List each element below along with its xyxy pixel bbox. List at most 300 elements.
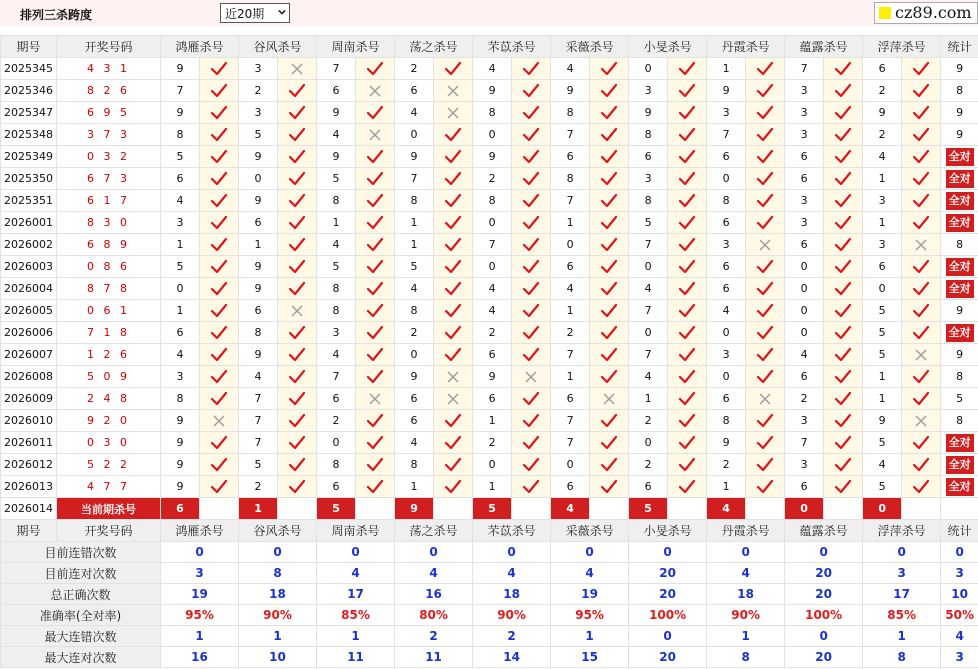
stats-cell: [941, 190, 978, 212]
kill-number-cell: 7: [395, 168, 434, 190]
result-correct-cell: [824, 476, 863, 498]
col-expert-header: 小旻杀号: [629, 36, 707, 58]
kill-number-cell: 3: [863, 234, 902, 256]
kill-number-cell: 7: [239, 432, 278, 454]
check-icon: [834, 325, 852, 341]
result-correct-cell: [434, 212, 473, 234]
check-icon: [366, 457, 384, 473]
kill-number-cell: 6: [473, 344, 512, 366]
kill-number-cell: 0: [161, 278, 200, 300]
result-correct-cell: [902, 190, 941, 212]
kill-number-cell: 0: [785, 278, 824, 300]
check-icon: [288, 369, 306, 385]
result-correct-cell: [200, 168, 239, 190]
col-draw-header: 开奖号码: [57, 36, 161, 58]
check-icon: [522, 127, 540, 143]
summary-value: 0: [941, 542, 978, 563]
cross-icon: [914, 238, 928, 252]
kill-number-cell: 7: [551, 190, 590, 212]
result-correct-cell: [590, 190, 629, 212]
cross-icon: [446, 370, 460, 384]
check-icon: [444, 325, 462, 341]
check-icon: [288, 325, 306, 341]
result-correct-cell: [434, 410, 473, 432]
check-icon: [444, 259, 462, 275]
kill-number-cell: 8: [473, 102, 512, 124]
check-icon: [288, 435, 306, 451]
kill-number-cell: 0: [395, 124, 434, 146]
summary-value: 0: [785, 626, 863, 647]
check-icon: [834, 413, 852, 429]
issue-cell: 2025351: [1, 190, 57, 212]
result-correct-cell: [200, 366, 239, 388]
check-icon: [522, 413, 540, 429]
result-correct-cell: [434, 322, 473, 344]
kill-number-cell: 1: [863, 168, 902, 190]
col-expert-header: 采薇杀号: [551, 36, 629, 58]
result-correct-cell: [590, 344, 629, 366]
summary-header: [1, 520, 978, 542]
col-expert-header: 荡之杀号: [395, 36, 473, 58]
stats-cell: 9: [941, 124, 978, 146]
check-icon: [912, 369, 930, 385]
kill-number-cell: 4: [395, 278, 434, 300]
result-correct-cell: [902, 388, 941, 410]
kill-number-cell: 7: [629, 344, 668, 366]
result-correct-cell: [746, 432, 785, 454]
result-correct-cell: [356, 432, 395, 454]
summary-value: 19: [551, 584, 629, 605]
check-icon: [912, 259, 930, 275]
kill-number-cell: 2: [629, 454, 668, 476]
summary-value: 8: [239, 563, 317, 584]
check-icon: [366, 435, 384, 451]
cross-icon: [368, 128, 382, 142]
check-icon: [288, 347, 306, 363]
check-icon: [756, 413, 774, 429]
col-expert-header: 芣苡杀号: [473, 36, 551, 58]
cross-icon: [290, 304, 304, 318]
result-correct-cell: [668, 410, 707, 432]
check-icon: [600, 83, 618, 99]
kill-number-cell: 2: [317, 410, 356, 432]
result-correct-cell: [434, 256, 473, 278]
issue-cell: 2026013: [1, 476, 57, 498]
check-icon: [834, 61, 852, 77]
result-correct-cell: [668, 190, 707, 212]
check-icon: [444, 303, 462, 319]
issue-cell: 2026006: [1, 322, 57, 344]
all-correct-badge: 全对: [946, 456, 974, 474]
result-correct-cell: [278, 366, 317, 388]
result-correct-cell: [200, 256, 239, 278]
kill-number-cell: 9: [161, 58, 200, 80]
summary-value: 1: [551, 626, 629, 647]
result-correct-cell: [356, 102, 395, 124]
check-icon: [912, 215, 930, 231]
current-kill-label: 当前期杀号: [57, 498, 161, 520]
result-correct-cell: [200, 190, 239, 212]
check-icon: [678, 457, 696, 473]
result-correct-cell: [824, 300, 863, 322]
check-icon: [288, 479, 306, 495]
kill-number-cell: 1: [551, 212, 590, 234]
result-correct-cell: [278, 234, 317, 256]
check-icon: [678, 215, 696, 231]
kill-number-cell: 8: [317, 190, 356, 212]
check-icon: [210, 61, 228, 77]
summary-value: 1: [161, 626, 239, 647]
check-icon: [288, 105, 306, 121]
result-correct-cell: [590, 146, 629, 168]
summary-value: 0: [629, 542, 707, 563]
kill-number-cell: 4: [863, 146, 902, 168]
check-icon: [756, 215, 774, 231]
kill-number-cell: 0: [785, 322, 824, 344]
stats-cell: 9: [941, 300, 978, 322]
kill-number-cell: 2: [629, 410, 668, 432]
result-correct-cell: [902, 124, 941, 146]
check-icon: [834, 127, 852, 143]
result-correct-cell: [356, 278, 395, 300]
summary-value: 95%: [551, 605, 629, 626]
check-icon: [756, 127, 774, 143]
summary-value: 20: [629, 584, 707, 605]
all-correct-badge: 全对: [946, 434, 974, 452]
kill-number-cell: 6: [707, 146, 746, 168]
chevron-down-icon: [278, 8, 286, 16]
kill-number-cell: 2: [863, 80, 902, 102]
check-icon: [600, 171, 618, 187]
kill-number-cell: 3: [785, 80, 824, 102]
col-expert-header: 蕴露杀号: [785, 520, 863, 542]
issue-cell: 2026007: [1, 344, 57, 366]
kill-number-cell: 4: [317, 344, 356, 366]
period-select[interactable]: [220, 3, 290, 23]
col-expert-header: 鸿雁杀号: [161, 36, 239, 58]
draw-number-cell: 4 7 7: [57, 476, 161, 498]
check-icon: [522, 281, 540, 297]
result-correct-cell: [200, 58, 239, 80]
summary-value: 1: [863, 626, 941, 647]
summary-value: 2: [395, 626, 473, 647]
kill-number-cell: 8: [551, 102, 590, 124]
kill-number-cell: 6: [551, 146, 590, 168]
kill-number-cell: 1: [161, 300, 200, 322]
check-icon: [600, 347, 618, 363]
check-icon: [600, 479, 618, 495]
stats-cell: 5: [941, 388, 978, 410]
kill-number-cell: 6: [239, 300, 278, 322]
cross-icon: [758, 238, 772, 252]
check-icon: [834, 171, 852, 187]
summary-value: 19: [161, 584, 239, 605]
current-blank-cell: [356, 498, 395, 520]
result-correct-cell: [824, 278, 863, 300]
stats-cell: 9: [941, 102, 978, 124]
check-icon: [834, 457, 852, 473]
result-correct-cell: [512, 432, 551, 454]
result-correct-cell: [746, 80, 785, 102]
stats-cell: [941, 256, 978, 278]
current-blank-cell: [746, 498, 785, 520]
summary-label: 最大连对次数: [1, 647, 161, 668]
table-row: [1, 300, 978, 322]
result-correct-cell: [356, 410, 395, 432]
all-correct-badge: 全对: [946, 192, 974, 210]
check-icon: [366, 193, 384, 209]
cross-icon: [602, 392, 616, 406]
summary-value: 17: [317, 584, 395, 605]
check-icon: [678, 347, 696, 363]
result-correct-cell: [200, 300, 239, 322]
result-correct-cell: [200, 212, 239, 234]
check-icon: [210, 259, 228, 275]
stats-cell: [941, 146, 978, 168]
result-correct-cell: [590, 300, 629, 322]
check-icon: [366, 347, 384, 363]
kill-number-cell: 9: [551, 80, 590, 102]
result-correct-cell: [278, 410, 317, 432]
check-icon: [912, 457, 930, 473]
kill-number-cell: 8: [551, 168, 590, 190]
check-icon: [444, 435, 462, 451]
result-correct-cell: [200, 344, 239, 366]
check-icon: [522, 259, 540, 275]
issue-cell: 2026012: [1, 454, 57, 476]
issue-cell: 2026010: [1, 410, 57, 432]
result-correct-cell: [512, 234, 551, 256]
kill-number-cell: 6: [629, 476, 668, 498]
kill-number-cell: 3: [161, 366, 200, 388]
result-correct-cell: [434, 300, 473, 322]
result-correct-cell: [902, 454, 941, 476]
kill-number-cell: 0: [473, 212, 512, 234]
summary-row: [1, 626, 978, 647]
result-correct-cell: [902, 168, 941, 190]
table-row: [1, 212, 978, 234]
check-icon: [444, 171, 462, 187]
summary-value: 18: [707, 584, 785, 605]
check-icon: [600, 193, 618, 209]
result-correct-cell: [746, 410, 785, 432]
draw-number-cell: 7 1 8: [57, 322, 161, 344]
kill-number-cell: 1: [395, 234, 434, 256]
check-icon: [288, 127, 306, 143]
kill-number-cell: 2: [551, 322, 590, 344]
result-correct-cell: [668, 58, 707, 80]
check-icon: [834, 215, 852, 231]
summary-value: 10: [941, 584, 978, 605]
result-correct-cell: [590, 124, 629, 146]
result-correct-cell: [200, 432, 239, 454]
current-period-row: [1, 498, 978, 520]
summary-value: 15: [551, 647, 629, 668]
summary-label: 总正确次数: [1, 584, 161, 605]
col-expert-header: 丹霞杀号: [707, 36, 785, 58]
draw-number-cell: 6 9 5: [57, 102, 161, 124]
result-correct-cell: [278, 256, 317, 278]
result-correct-cell: [668, 146, 707, 168]
current-blank-cell: [512, 498, 551, 520]
check-icon: [366, 105, 384, 121]
col-issue-header: 期号: [1, 36, 57, 58]
current-blank-cell: [590, 498, 629, 520]
col-expert-header: 谷风杀号: [239, 520, 317, 542]
result-correct-cell: [356, 256, 395, 278]
kill-number-cell: 4: [239, 366, 278, 388]
result-correct-cell: [668, 234, 707, 256]
check-icon: [522, 391, 540, 407]
check-icon: [522, 215, 540, 231]
check-icon: [678, 479, 696, 495]
kill-number-cell: 6: [239, 212, 278, 234]
check-icon: [288, 237, 306, 253]
brand-logo[interactable]: [874, 2, 978, 24]
check-icon: [678, 105, 696, 121]
kill-number-cell: 5: [239, 124, 278, 146]
result-correct-cell: [278, 168, 317, 190]
table-row: [1, 322, 978, 344]
col-stats-header: 统计: [941, 520, 978, 542]
check-icon: [210, 281, 228, 297]
draw-number-cell: 8 2 6: [57, 80, 161, 102]
check-icon: [912, 435, 930, 451]
kill-number-cell: 0: [551, 234, 590, 256]
result-correct-cell: [590, 212, 629, 234]
result-correct-cell: [356, 322, 395, 344]
summary-label: 准确率(全对率): [1, 605, 161, 626]
kill-number-cell: 0: [395, 344, 434, 366]
summary-value: 14: [473, 647, 551, 668]
kill-number-cell: 5: [863, 432, 902, 454]
result-correct-cell: [200, 124, 239, 146]
issue-cell: 2026008: [1, 366, 57, 388]
check-icon: [834, 105, 852, 121]
result-correct-cell: [668, 212, 707, 234]
check-icon: [210, 237, 228, 253]
check-icon: [600, 127, 618, 143]
kill-number-cell: 0: [473, 124, 512, 146]
draw-number-cell: 5 2 2: [57, 454, 161, 476]
col-draw-header: 开奖号码: [57, 520, 161, 542]
result-correct-cell: [902, 432, 941, 454]
result-correct-cell: [512, 102, 551, 124]
result-correct-cell: [824, 388, 863, 410]
summary-value: 4: [473, 563, 551, 584]
kill-number-cell: 9: [473, 366, 512, 388]
kill-number-cell: 3: [239, 58, 278, 80]
issue-cell: 2025349: [1, 146, 57, 168]
result-correct-cell: [512, 476, 551, 498]
table-row: [1, 366, 978, 388]
result-wrong-cell: [434, 102, 473, 124]
result-correct-cell: [746, 366, 785, 388]
kill-number-cell: 9: [473, 146, 512, 168]
check-icon: [678, 391, 696, 407]
kill-number-cell: 7: [629, 234, 668, 256]
summary-value: 0: [395, 542, 473, 563]
check-icon: [912, 391, 930, 407]
check-icon: [366, 149, 384, 165]
check-icon: [366, 259, 384, 275]
check-icon: [678, 61, 696, 77]
all-correct-badge: 全对: [946, 280, 974, 298]
check-icon: [522, 83, 540, 99]
check-icon: [210, 149, 228, 165]
kill-number-cell: 6: [161, 168, 200, 190]
col-stats-header: 统计: [941, 36, 978, 58]
result-correct-cell: [668, 124, 707, 146]
kill-number-cell: 3: [629, 80, 668, 102]
kill-number-cell: 4: [629, 278, 668, 300]
check-icon: [522, 149, 540, 165]
issue-cell: 2026002: [1, 234, 57, 256]
result-correct-cell: [902, 322, 941, 344]
kill-number-cell: 0: [707, 366, 746, 388]
check-icon: [210, 435, 228, 451]
check-icon: [834, 369, 852, 385]
result-correct-cell: [200, 388, 239, 410]
stats-cell: [941, 212, 978, 234]
kill-number-cell: 4: [551, 58, 590, 80]
result-wrong-cell: [434, 80, 473, 102]
summary-value: 1: [707, 626, 785, 647]
table-row: [1, 256, 978, 278]
check-icon: [600, 369, 618, 385]
result-correct-cell: [512, 146, 551, 168]
check-icon: [366, 479, 384, 495]
kill-number-cell: 3: [785, 454, 824, 476]
table-row: [1, 190, 978, 212]
check-icon: [600, 237, 618, 253]
check-icon: [912, 61, 930, 77]
all-correct-badge: 全对: [946, 324, 974, 342]
result-correct-cell: [278, 212, 317, 234]
check-icon: [444, 127, 462, 143]
check-icon: [288, 281, 306, 297]
kill-number-cell: 7: [317, 366, 356, 388]
summary-value: 8: [863, 647, 941, 668]
issue-cell: 2026009: [1, 388, 57, 410]
page-title: 排列三杀跨度: [20, 8, 93, 22]
summary-row: [1, 542, 978, 563]
kill-number-cell: 2: [239, 80, 278, 102]
kill-number-cell: 3: [629, 168, 668, 190]
kill-number-cell: 6: [551, 388, 590, 410]
result-correct-cell: [668, 80, 707, 102]
issue-cell: 2025350: [1, 168, 57, 190]
summary-value: 0: [161, 542, 239, 563]
result-correct-cell: [512, 212, 551, 234]
check-icon: [756, 193, 774, 209]
check-icon: [678, 281, 696, 297]
kill-number-cell: 7: [473, 234, 512, 256]
kill-number-cell: 3: [707, 344, 746, 366]
kill-number-cell: 2: [473, 432, 512, 454]
kill-number-cell: 9: [161, 410, 200, 432]
check-icon: [444, 347, 462, 363]
kill-number-cell: 1: [707, 476, 746, 498]
result-correct-cell: [512, 322, 551, 344]
result-correct-cell: [278, 124, 317, 146]
check-icon: [600, 325, 618, 341]
kill-number-cell: 1: [629, 388, 668, 410]
summary-value: 3: [941, 647, 978, 668]
result-correct-cell: [512, 256, 551, 278]
result-correct-cell: [512, 168, 551, 190]
kill-number-cell: 1: [239, 234, 278, 256]
